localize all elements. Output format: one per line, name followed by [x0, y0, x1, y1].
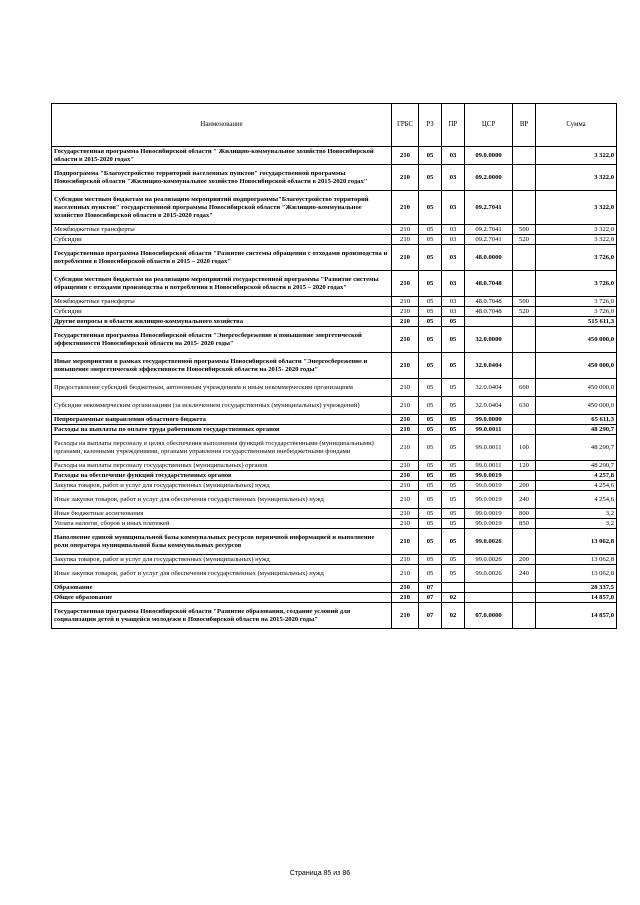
- cell-grbs: 210: [392, 165, 419, 191]
- cell-rz: 05: [419, 271, 442, 297]
- table-body: [52, 147, 617, 629]
- cell-rz: 05: [419, 245, 442, 271]
- cell-pr: 05: [442, 397, 465, 415]
- cell-name: Государственная программа Новосибирской области "Энергосбережение и повышение энергетической эффективности Новосибирской области на 2015- 2020 годы": [52, 327, 392, 353]
- cell-sum: 3 322,0: [536, 191, 617, 225]
- cell-vr: [513, 593, 536, 603]
- cell-name: Субсидии: [52, 307, 392, 317]
- cell-grbs: 210: [392, 435, 419, 461]
- cell-grbs: 210: [392, 593, 419, 603]
- cell-csr: 99.0.0026: [465, 529, 513, 555]
- cell-csr: 48.0.0000: [465, 245, 513, 271]
- header-name: Наименование: [52, 104, 392, 147]
- cell-csr: 99.0.0011: [465, 435, 513, 461]
- cell-rz: 05: [419, 379, 442, 397]
- cell-name: Иные бюджетные ассигнования: [52, 509, 392, 519]
- cell-pr: 02: [442, 593, 465, 603]
- cell-name: Субсидии некоммерческим организациям (за исключением государственных (муниципальных) учреждений): [52, 397, 392, 415]
- cell-pr: 05: [442, 529, 465, 555]
- cell-rz: 05: [419, 235, 442, 245]
- cell-sum: 3 726,0: [536, 307, 617, 317]
- cell-vr: [513, 327, 536, 353]
- cell-vr: [513, 165, 536, 191]
- cell-csr: 99.0.0026: [465, 555, 513, 565]
- cell-sum: 4 254,6: [536, 491, 617, 509]
- cell-name: Иные закупки товаров, работ и услуг для обеспечения государственных (муниципальных) нужд: [52, 491, 392, 509]
- cell-vr: 500: [513, 297, 536, 307]
- cell-pr: 05: [442, 565, 465, 583]
- cell-rz: 05: [419, 397, 442, 415]
- cell-grbs: 210: [392, 317, 419, 327]
- cell-grbs: 210: [392, 471, 419, 481]
- table-row: [52, 191, 617, 225]
- cell-name: Уплата налогов, сборов и иных платежей: [52, 519, 392, 529]
- cell-pr: 03: [442, 147, 465, 165]
- cell-sum: 3,2: [536, 519, 617, 529]
- table-row: [52, 317, 617, 327]
- cell-pr: 05: [442, 425, 465, 435]
- cell-vr: 240: [513, 491, 536, 509]
- cell-name: Субсидии местным бюджетам на реализацию мероприятий государственной программы "Развитие системы обращения с отходами производства и потребления в Новосибирской области в 2015 – 2020 годах": [52, 271, 392, 297]
- cell-name: Государственная программа Новосибирской области " Жилищно-коммунальное хозяйство Новосибирской области в 2015-2020 годах": [52, 147, 392, 165]
- table-row: [52, 245, 617, 271]
- cell-csr: 32.0.0404: [465, 353, 513, 379]
- cell-sum: 48 290,7: [536, 435, 617, 461]
- cell-pr: 05: [442, 491, 465, 509]
- table-row: [52, 415, 617, 425]
- table-row: [52, 307, 617, 317]
- cell-grbs: 210: [392, 225, 419, 235]
- cell-grbs: 210: [392, 519, 419, 529]
- cell-vr: 200: [513, 555, 536, 565]
- cell-csr: [465, 317, 513, 327]
- cell-csr: 32.0.0404: [465, 379, 513, 397]
- cell-pr: 05: [442, 555, 465, 565]
- table-row: [52, 529, 617, 555]
- cell-rz: 05: [419, 481, 442, 491]
- cell-name: Субсидии местным бюджетам на реализацию мероприятий подпрограммы"Благоустройство территорий населенных пунктов" государственной программы Новосибирской области "Жилищно-коммунальное хозяйство Новосибирской области в 2015-2020 годах": [52, 191, 392, 225]
- header-pr: ПР: [442, 104, 465, 147]
- cell-csr: 99.0.0026: [465, 565, 513, 583]
- cell-pr: 03: [442, 297, 465, 307]
- cell-name: Образование: [52, 583, 392, 593]
- cell-name: Наполнение единой муниципальной базы коммунальных ресурсов первичной информацией и выполнение роли оператора муниципальной базы коммунальных ресурсов: [52, 529, 392, 555]
- cell-rz: 05: [419, 297, 442, 307]
- cell-sum: 450 000,0: [536, 327, 617, 353]
- table-row: [52, 481, 617, 491]
- cell-rz: 07: [419, 593, 442, 603]
- cell-rz: 05: [419, 509, 442, 519]
- cell-rz: 05: [419, 307, 442, 317]
- cell-name: Межбюджетные трансферты: [52, 297, 392, 307]
- cell-grbs: 210: [392, 491, 419, 509]
- cell-rz: 05: [419, 225, 442, 235]
- cell-pr: 05: [442, 471, 465, 481]
- cell-vr: [513, 529, 536, 555]
- cell-sum: 3,2: [536, 509, 617, 519]
- cell-grbs: 210: [392, 555, 419, 565]
- cell-pr: 05: [442, 509, 465, 519]
- cell-vr: [513, 583, 536, 593]
- cell-pr: [442, 583, 465, 593]
- cell-csr: 99.0.0019: [465, 509, 513, 519]
- cell-csr: 99.0.0000: [465, 415, 513, 425]
- cell-grbs: 210: [392, 327, 419, 353]
- cell-rz: 05: [419, 435, 442, 461]
- cell-csr: 99.0.0019: [465, 481, 513, 491]
- cell-rz: 05: [419, 425, 442, 435]
- cell-sum: 65 611,3: [536, 415, 617, 425]
- cell-csr: 09.2.0000: [465, 165, 513, 191]
- cell-vr: 520: [513, 235, 536, 245]
- page-number: Страница 85 из 86: [289, 870, 351, 877]
- cell-grbs: 210: [392, 583, 419, 593]
- cell-rz: 05: [419, 529, 442, 555]
- cell-vr: [513, 191, 536, 225]
- cell-vr: 600: [513, 379, 536, 397]
- header-sum: Сумма: [536, 104, 617, 147]
- cell-grbs: 210: [392, 481, 419, 491]
- cell-sum: 3 726,0: [536, 245, 617, 271]
- cell-sum: 3 726,0: [536, 271, 617, 297]
- cell-pr: 03: [442, 307, 465, 317]
- cell-csr: 99.0.0011: [465, 461, 513, 471]
- cell-sum: 13 062,8: [536, 555, 617, 565]
- cell-rz: 05: [419, 353, 442, 379]
- cell-sum: 14 857,0: [536, 593, 617, 603]
- cell-pr: 05: [442, 415, 465, 425]
- cell-csr: 32.0.0404: [465, 397, 513, 415]
- cell-grbs: 210: [392, 415, 419, 425]
- cell-grbs: 210: [392, 307, 419, 317]
- cell-name: Межбюджетные трансферты: [52, 225, 392, 235]
- table-row: [52, 327, 617, 353]
- cell-vr: 200: [513, 481, 536, 491]
- cell-rz: 05: [419, 327, 442, 353]
- cell-rz: 07: [419, 583, 442, 593]
- cell-sum: 3 726,0: [536, 297, 617, 307]
- cell-vr: [513, 317, 536, 327]
- cell-name: Закупка товаров, работ и услуг для государственных (муниципальных) нужд: [52, 555, 392, 565]
- cell-pr: 03: [442, 271, 465, 297]
- cell-vr: 630: [513, 397, 536, 415]
- table-row: [52, 165, 617, 191]
- cell-name: Общее образование: [52, 593, 392, 603]
- cell-grbs: 210: [392, 529, 419, 555]
- cell-csr: 48.0.7048: [465, 271, 513, 297]
- cell-vr: [513, 147, 536, 165]
- header-grbs: ГРБС: [392, 104, 419, 147]
- cell-pr: 05: [442, 327, 465, 353]
- cell-name: Расходы на выплаты персоналу государственных (муниципальных) органов: [52, 461, 392, 471]
- table-row: [52, 509, 617, 519]
- cell-vr: 800: [513, 509, 536, 519]
- cell-sum: 48 290,7: [536, 461, 617, 471]
- cell-sum: 3 322,0: [536, 235, 617, 245]
- cell-name: Закупка товаров, работ и услуг для государственных (муниципальных) нужд: [52, 481, 392, 491]
- cell-name: Непрограммные направления областного бюджета: [52, 415, 392, 425]
- table-row: [52, 555, 617, 565]
- cell-grbs: 210: [392, 271, 419, 297]
- cell-pr: 02: [442, 603, 465, 629]
- cell-rz: 05: [419, 415, 442, 425]
- cell-sum: 4 254,6: [536, 481, 617, 491]
- cell-csr: [465, 593, 513, 603]
- cell-vr: [513, 415, 536, 425]
- cell-pr: 05: [442, 435, 465, 461]
- cell-pr: 05: [442, 481, 465, 491]
- cell-rz: 05: [419, 555, 442, 565]
- cell-pr: 05: [442, 353, 465, 379]
- cell-sum: 4 257,8: [536, 471, 617, 481]
- header-csr: ЦСР: [465, 104, 513, 147]
- cell-sum: 14 857,0: [536, 603, 617, 629]
- cell-name: Иные закупки товаров, работ и услуг для обеспечения государственных (муниципальных) нужд: [52, 565, 392, 583]
- cell-vr: 100: [513, 435, 536, 461]
- cell-pr: 03: [442, 235, 465, 245]
- table-row: [52, 491, 617, 509]
- cell-sum: 48 290,7: [536, 425, 617, 435]
- cell-pr: 05: [442, 461, 465, 471]
- table-row: [52, 147, 617, 165]
- cell-vr: [513, 425, 536, 435]
- cell-rz: 07: [419, 603, 442, 629]
- cell-csr: 99.0.0019: [465, 519, 513, 529]
- table-row: [52, 519, 617, 529]
- cell-grbs: 210: [392, 461, 419, 471]
- cell-csr: 48.0.7048: [465, 297, 513, 307]
- cell-pr: 03: [442, 225, 465, 235]
- table-row: [52, 225, 617, 235]
- cell-csr: 09.2.7041: [465, 235, 513, 245]
- cell-csr: 99.0.0011: [465, 425, 513, 435]
- cell-sum: 3 322,0: [536, 147, 617, 165]
- table-row: [52, 425, 617, 435]
- table-row: [52, 565, 617, 583]
- cell-pr: 05: [442, 379, 465, 397]
- cell-csr: 99.0.0019: [465, 471, 513, 481]
- table-row: [52, 271, 617, 297]
- cell-rz: 05: [419, 165, 442, 191]
- cell-grbs: 210: [392, 397, 419, 415]
- cell-name: Государственная программа Новосибирской области "Развитие образования, создание условий для социализации детей и учащейся молодежи в Новосибирской области на 2015-2020 годы": [52, 603, 392, 629]
- table-row: [52, 461, 617, 471]
- table-row: [52, 435, 617, 461]
- cell-vr: 850: [513, 519, 536, 529]
- cell-vr: 120: [513, 461, 536, 471]
- cell-csr: 48.0.7048: [465, 307, 513, 317]
- cell-name: Другие вопросы в области жилищно-коммунального хозяйства: [52, 317, 392, 327]
- cell-csr: 09.0.0000: [465, 147, 513, 165]
- cell-grbs: 210: [392, 565, 419, 583]
- cell-name: Субсидии: [52, 235, 392, 245]
- cell-rz: 05: [419, 565, 442, 583]
- cell-grbs: 210: [392, 425, 419, 435]
- cell-sum: 3 322,0: [536, 165, 617, 191]
- cell-grbs: 210: [392, 245, 419, 271]
- cell-sum: 450 000,0: [536, 379, 617, 397]
- cell-csr: 99.0.0019: [465, 491, 513, 509]
- cell-grbs: 210: [392, 147, 419, 165]
- cell-pr: 05: [442, 317, 465, 327]
- cell-grbs: 210: [392, 235, 419, 245]
- cell-vr: [513, 471, 536, 481]
- cell-name: Иные мероприятия в рамках государственной программы Новосибирской области "Энергосбережение и повышение энергетической эффективности Новосибирской области на 2015- 2020 годы": [52, 353, 392, 379]
- cell-grbs: 210: [392, 603, 419, 629]
- cell-vr: [513, 353, 536, 379]
- cell-rz: 05: [419, 191, 442, 225]
- table-row: [52, 379, 617, 397]
- cell-rz: 05: [419, 461, 442, 471]
- cell-name: Расходы на обеспечение функций государственных органов: [52, 471, 392, 481]
- table-row: [52, 603, 617, 629]
- cell-csr: 07.0.0000: [465, 603, 513, 629]
- cell-name: Расходы на выплаты по оплате труда работников государственных органов: [52, 425, 392, 435]
- cell-csr: [465, 583, 513, 593]
- cell-grbs: 210: [392, 379, 419, 397]
- cell-name: Предоставление субсидий бюджетным, автономным учреждениям и иным некоммерческим организациям: [52, 379, 392, 397]
- table-row: [52, 583, 617, 593]
- cell-grbs: 210: [392, 509, 419, 519]
- cell-grbs: 210: [392, 191, 419, 225]
- table-row: [52, 235, 617, 245]
- cell-sum: 450 000,0: [536, 353, 617, 379]
- cell-vr: 240: [513, 565, 536, 583]
- cell-sum: 13 062,8: [536, 565, 617, 583]
- cell-pr: 03: [442, 165, 465, 191]
- table-row: [52, 353, 617, 379]
- cell-rz: 05: [419, 471, 442, 481]
- table-row: [52, 397, 617, 415]
- cell-csr: 09.2.7041: [465, 191, 513, 225]
- cell-vr: 500: [513, 225, 536, 235]
- cell-sum: 13 062,8: [536, 529, 617, 555]
- cell-csr: 32.0.0000: [465, 327, 513, 353]
- cell-sum: 28 337,5: [536, 583, 617, 593]
- cell-rz: 05: [419, 147, 442, 165]
- cell-grbs: 210: [392, 297, 419, 307]
- cell-rz: 05: [419, 491, 442, 509]
- cell-sum: 3 322,0: [536, 225, 617, 235]
- cell-vr: 520: [513, 307, 536, 317]
- cell-name: Подпрограмма "Благоустройство территорий населенных пунктов" государственной программы Новосибирской области "Жилищно-коммунальное хозяйство Новосибирской области в 2015-2020 годах": [52, 165, 392, 191]
- header-vr: ВР: [513, 104, 536, 147]
- cell-rz: 05: [419, 317, 442, 327]
- cell-rz: 05: [419, 519, 442, 529]
- cell-pr: 05: [442, 519, 465, 529]
- cell-vr: [513, 603, 536, 629]
- table-row: [52, 471, 617, 481]
- table-header-row: [52, 104, 617, 147]
- cell-pr: 03: [442, 191, 465, 225]
- cell-csr: 09.2.7041: [465, 225, 513, 235]
- table-row: [52, 297, 617, 307]
- table-row: [52, 593, 617, 603]
- budget-table: [51, 103, 617, 629]
- cell-pr: 03: [442, 245, 465, 271]
- cell-sum: 450 000,0: [536, 397, 617, 415]
- cell-grbs: 210: [392, 353, 419, 379]
- header-rz: РЗ: [419, 104, 442, 147]
- cell-vr: [513, 245, 536, 271]
- cell-sum: 515 611,3: [536, 317, 617, 327]
- cell-vr: [513, 271, 536, 297]
- cell-name: Государственная программа Новосибирской области "Развитие системы обращения с отходами производства и потребления в Новосибирской области в 2015 – 2020 годах": [52, 245, 392, 271]
- cell-name: Расходы на выплаты персоналу в целях обеспечения выполнения функций государственными (муниципальными) органами, казенными учреждениями, органами управления государственными внебюджетными фондами: [52, 435, 392, 461]
